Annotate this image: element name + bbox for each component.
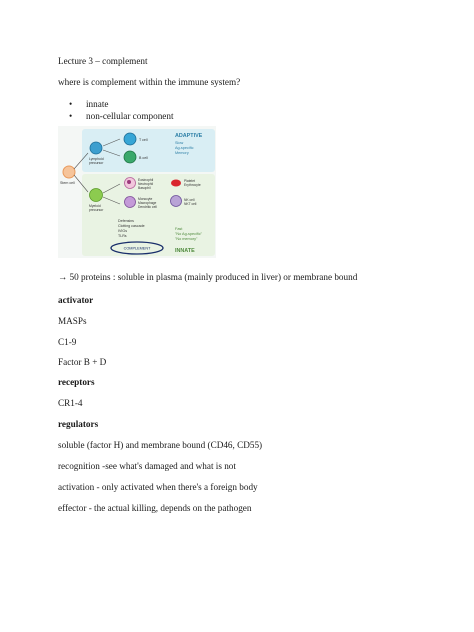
immune-system-figure	[58, 126, 216, 258]
myeloid-label-1: Myeloid	[89, 204, 101, 208]
innate-line-3: "No memory"	[175, 237, 198, 241]
question-line: where is complement within the immune system?	[58, 77, 241, 87]
activator-item: Factor B + D	[58, 357, 107, 367]
neutrophil-label: Neutrophil	[138, 182, 154, 186]
arrow-line: → 50 proteins : soluble in plasma (mainly produced in liver) or membrane bound	[58, 272, 358, 282]
activator-heading: activator	[58, 295, 94, 305]
humoral-defensins: Defensins	[118, 219, 134, 223]
myeloid-label-2: precursor	[89, 208, 104, 212]
nk-cell-label: NK cell	[184, 198, 195, 202]
lymphoid-label-2: precursor	[89, 161, 104, 165]
erythrocyte-icon	[171, 180, 181, 187]
receptors-item: CR1-4	[58, 398, 83, 408]
innate-title: INNATE	[175, 248, 195, 254]
page-title: Lecture 3 – complement	[58, 56, 148, 66]
dendritic-label: Dendritic cell	[138, 205, 157, 209]
monocyte-icon	[125, 197, 136, 208]
myeloid-precursor-icon	[90, 189, 103, 202]
bullet-innate: • innate	[58, 98, 174, 110]
receptors-heading: receptors	[58, 377, 95, 387]
macrophage-label: Macrophage	[138, 201, 157, 205]
erythrocyte-label: Erythrocyte	[184, 183, 201, 187]
humoral-tlrs: TLRs	[118, 234, 127, 238]
t-cell-label: T cell	[139, 138, 148, 142]
adaptive-line-1: Slow	[175, 141, 184, 145]
eosinophil-label: Eosinophil	[138, 178, 154, 182]
regulators-item: activation - only activated when there's a foreign body	[58, 482, 258, 492]
innate-line-2: "No Ag-specific"	[175, 232, 202, 236]
regulators-item: effector - the actual killing, depends on the pathogen	[58, 503, 252, 513]
adaptive-title: ADAPTIVE	[175, 133, 203, 139]
adaptive-line-2: Ag-specific	[175, 146, 194, 150]
bullet-list	[58, 98, 174, 122]
basophil-label: Basophil	[138, 186, 151, 190]
b-cell-label: B cell	[139, 156, 148, 160]
humoral-ivigs: IVIGs	[118, 229, 127, 233]
lymphoid-precursor-icon	[90, 142, 102, 154]
innate-line-1: Fast	[175, 227, 183, 231]
nk-cell-icon	[171, 196, 182, 207]
lymphoid-label-1: Lymphoid	[89, 157, 104, 161]
bullet-non-cellular: • non-cellular component	[58, 110, 174, 122]
platelet-label: Platelet	[184, 179, 195, 183]
activator-item: MASPs	[58, 316, 87, 326]
nkt-cell-label: NKT cell	[184, 202, 197, 206]
regulators-heading: regulators	[58, 419, 99, 429]
stem-cell-icon	[63, 166, 75, 178]
eosinophil-nucleus	[127, 180, 131, 184]
stem-cell-label: Stem cell	[60, 181, 75, 185]
adaptive-line-3: Memory	[175, 151, 189, 155]
complement-label: COMPLEMENT	[123, 246, 151, 251]
activator-item: C1-9	[58, 337, 77, 347]
humoral-clotting: Clotting cascade	[118, 224, 145, 228]
monocyte-label: Monocyte	[138, 197, 153, 201]
regulators-item: recognition -see what's damaged and what is not	[58, 461, 236, 471]
b-cell-icon	[124, 151, 136, 163]
t-cell-icon	[124, 133, 136, 145]
regulators-item: soluble (factor H) and membrane bound (CD46, CD55)	[58, 440, 263, 450]
